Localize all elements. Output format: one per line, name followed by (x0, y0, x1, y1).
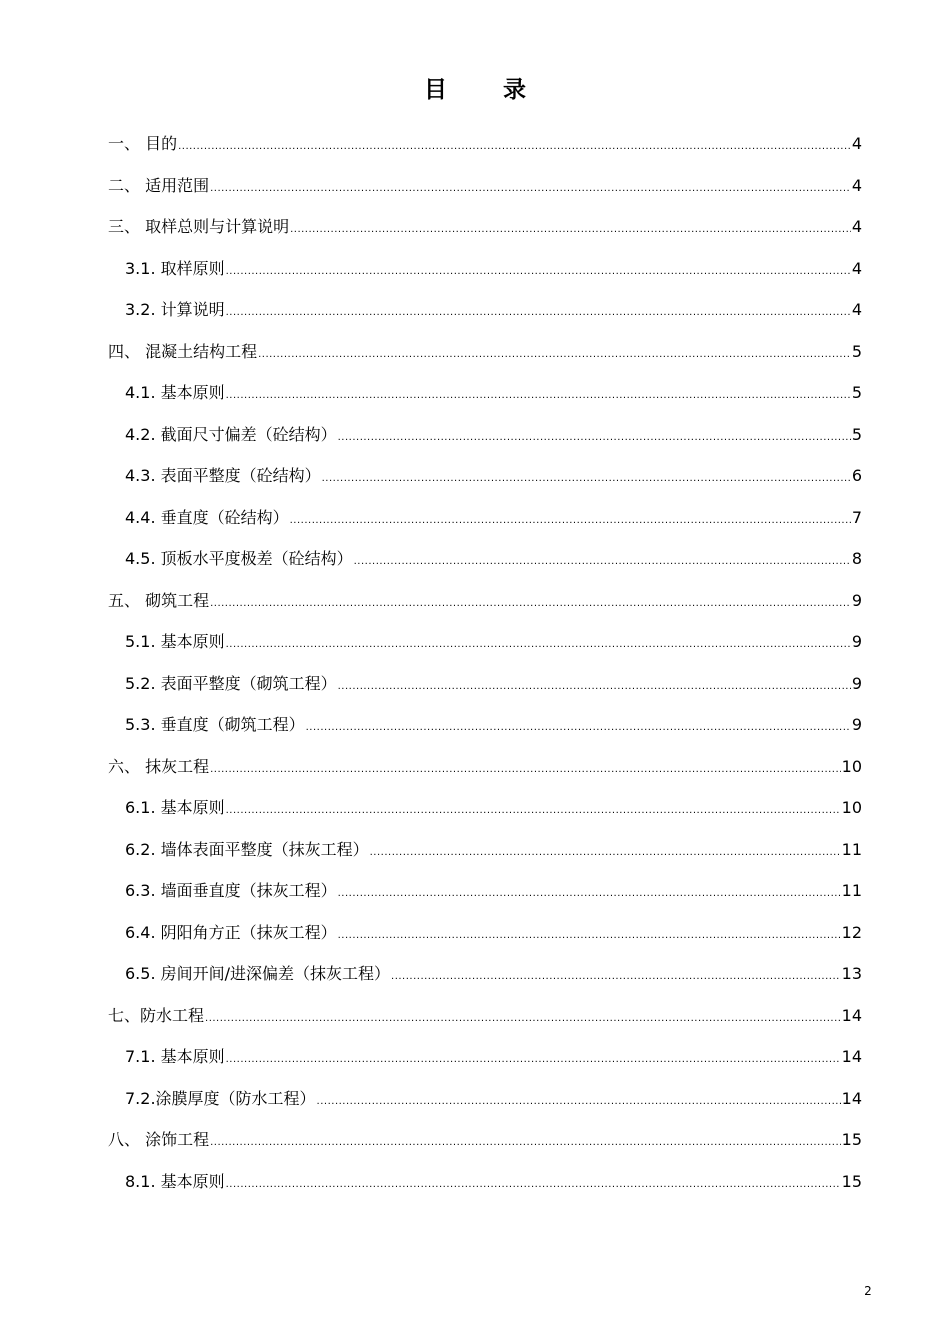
toc-entry-page: 9 (851, 632, 862, 651)
toc-leader (226, 624, 851, 666)
toc-leader (226, 251, 851, 293)
toc-entry[interactable] (108, 372, 862, 414)
toc-entry-page: 9 (851, 590, 862, 610)
toc-entry[interactable] (108, 1036, 862, 1078)
toc-entry-text: 八、 涂饰工程 (108, 1130, 210, 1149)
toc-entry[interactable] (108, 870, 862, 912)
toc-title: 目 录 (423, 77, 550, 103)
toc-entry-text: 六、 抹灰工程 (108, 756, 210, 776)
toc-entry-page: 9 (851, 715, 862, 734)
toc-entry[interactable] (108, 1119, 862, 1161)
toc-entry-text: 3.1. 取样原则 (125, 258, 225, 278)
toc-list (108, 123, 862, 1202)
toc-entry-text: 4.4. 垂直度（砼结构） (125, 507, 289, 527)
toc-entry-page: 14 (841, 1088, 862, 1108)
toc-entry-text: 5.1. 基本原则 (125, 632, 225, 651)
toc-leader (391, 956, 841, 998)
toc-leader (226, 1039, 841, 1081)
toc-entry[interactable] (108, 497, 862, 539)
toc-entry[interactable] (108, 663, 862, 705)
toc-entry-text: 七、防水工程 (108, 1005, 205, 1025)
toc-entry[interactable] (108, 787, 862, 829)
toc-entry-page: 9 (851, 673, 862, 693)
toc-entry-page: 11 (841, 839, 862, 859)
toc-entry[interactable] (108, 289, 862, 331)
toc-entry-page: 10 (841, 756, 862, 776)
toc-leader (178, 126, 851, 168)
toc-entry-page: 10 (841, 798, 862, 817)
toc-entry-page: 8 (851, 549, 862, 568)
toc-entry-text: 4.2. 截面尺寸偏差（砼结构） (125, 424, 337, 444)
toc-leader (338, 915, 841, 957)
toc-entry-page: 13 (841, 964, 862, 983)
toc-entry-text: 6.1. 基本原则 (125, 798, 225, 817)
toc-entry-page: 4 (851, 217, 862, 236)
toc-leader (210, 1122, 841, 1164)
page-number: 2 (864, 1284, 872, 1298)
toc-entry-page: 5 (851, 341, 862, 361)
toc-entry-page: 5 (851, 383, 862, 402)
toc-entry[interactable] (108, 165, 862, 207)
toc-entry-text: 6.3. 墙面垂直度（抹灰工程） (125, 881, 337, 900)
toc-entry-text: 4.3. 表面平整度（砼结构） (125, 466, 321, 485)
toc-entry-text: 6.5. 房间开间/进深偏差（抹灰工程） (125, 964, 391, 983)
toc-entry[interactable] (108, 455, 862, 497)
toc-leader (258, 334, 851, 376)
toc-entry[interactable] (108, 123, 862, 165)
toc-entry-page: 7 (851, 507, 862, 527)
toc-entry-text: 4.1. 基本原则 (125, 383, 225, 402)
toc-entry-page: 4 (851, 300, 862, 319)
toc-leader (205, 998, 841, 1040)
toc-leader (354, 541, 851, 583)
toc-entry-text: 5.2. 表面平整度（砌筑工程） (125, 673, 337, 693)
toc-entry[interactable] (108, 1161, 862, 1203)
toc-leader (317, 1081, 841, 1123)
toc-entry[interactable] (108, 912, 862, 954)
toc-entry[interactable] (108, 1078, 862, 1120)
toc-entry[interactable] (108, 248, 862, 290)
toc-leader (322, 458, 851, 500)
toc-leader (226, 790, 841, 832)
toc-leader (370, 832, 841, 874)
toc-entry[interactable] (108, 538, 862, 580)
toc-entry-page: 15 (841, 1130, 862, 1149)
toc-leader (210, 583, 851, 625)
toc-entry[interactable] (108, 995, 862, 1037)
toc-entry[interactable] (108, 746, 862, 788)
toc-entry-text: 7.1. 基本原则 (125, 1047, 225, 1066)
toc-entry[interactable] (108, 580, 862, 622)
toc-entry-page: 4 (851, 134, 862, 153)
toc-leader (226, 375, 851, 417)
toc-entry-text: 7.2.涂膜厚度（防水工程） (125, 1088, 316, 1108)
toc-entry-page: 4 (851, 258, 862, 278)
toc-leader (290, 209, 851, 251)
toc-entry-text: 二、 适用范围 (108, 175, 210, 195)
toc-entry-text: 五、 砌筑工程 (108, 590, 210, 610)
toc-leader (338, 417, 851, 459)
toc-leader (226, 1164, 841, 1206)
toc-leader (226, 292, 851, 334)
toc-entry-text: 四、 混凝土结构工程 (108, 341, 258, 361)
toc-leader (306, 707, 851, 749)
toc-entry[interactable] (108, 331, 862, 373)
toc-entry-text: 6.2. 墙体表面平整度（抹灰工程） (125, 839, 369, 859)
toc-entry-text: 6.4. 阴阳角方正（抹灰工程） (125, 922, 337, 942)
toc-leader (290, 500, 851, 542)
toc-entry-page: 15 (841, 1171, 862, 1191)
toc-entry-page: 5 (851, 424, 862, 444)
toc-entry[interactable] (108, 829, 862, 871)
toc-entry-text: 3.2. 计算说明 (125, 300, 225, 319)
toc-leader (210, 749, 841, 791)
toc-entry-text: 5.3. 垂直度（砌筑工程） (125, 715, 305, 734)
toc-entry-page: 11 (841, 881, 862, 900)
toc-entry[interactable] (108, 206, 862, 248)
toc-entry-text: 8.1. 基本原则 (125, 1171, 225, 1191)
toc-entry-page: 12 (841, 922, 862, 942)
toc-leader (338, 873, 841, 915)
toc-entry-page: 14 (841, 1047, 862, 1066)
toc-leader (210, 168, 851, 210)
toc-entry-text: 4.5. 顶板水平度极差（砼结构） (125, 549, 353, 568)
toc-entry-text: 一、 目的 (108, 134, 178, 153)
toc-entry[interactable] (108, 414, 862, 456)
toc-entry-page: 14 (841, 1005, 862, 1025)
toc-entry[interactable] (108, 621, 862, 663)
toc-entry[interactable] (108, 704, 862, 746)
toc-entry-page: 6 (851, 466, 862, 485)
toc-entry-page: 4 (851, 175, 862, 195)
toc-entry-text: 三、 取样总则与计算说明 (108, 217, 290, 236)
toc-leader (338, 666, 851, 708)
toc-entry[interactable] (108, 953, 862, 995)
